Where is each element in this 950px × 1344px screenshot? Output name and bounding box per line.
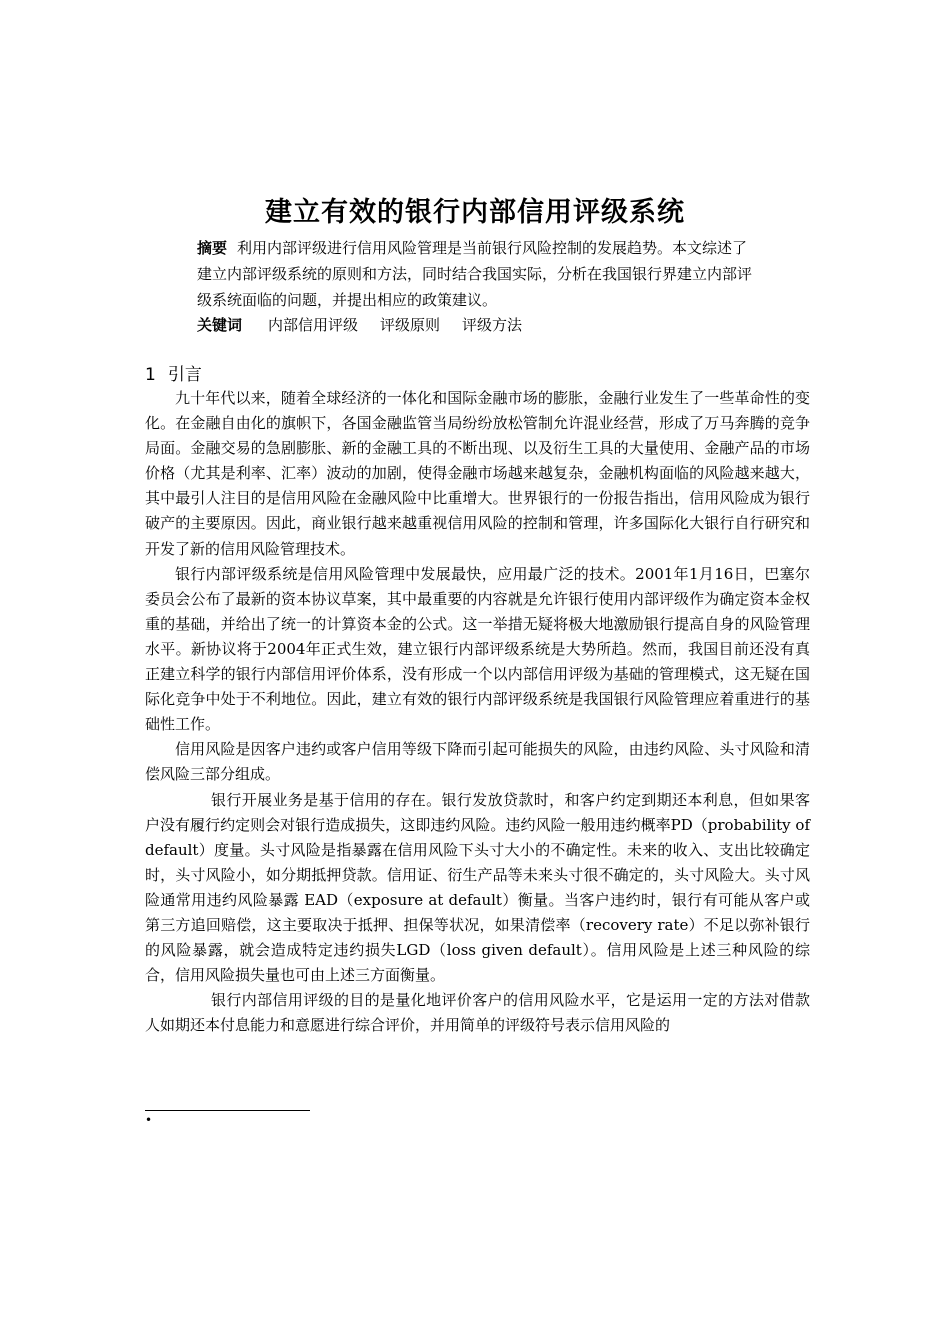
abstract bbox=[197, 235, 757, 313]
section-body bbox=[145, 386, 810, 1038]
body-paragraph: 银行内部信用评级的目的是量化地评价客户的信用风险水平，它是运用一定的方法对借款人如期还本付息能力和意愿进行综合评价，并用简单的评级符号表示信用风险的 bbox=[145, 991, 810, 1035]
section-number: 1 bbox=[145, 365, 156, 385]
body-paragraph: 银行内部评级系统是信用风险管理中发展最快，应用最广泛的技术。2001年1月16日，巴塞尔委员会公布了最新的资本协议草案，其中最重要的内容就是允许银行使用内部评级作为确定资本金权重的基础，并给出了统一的计算资本金的公式。这一举措无疑将极大地激励银行提高自身的风险管理水平。新协议将于2004年正式生效，建立银行内部评级系统是大势所趋。然而，我国目前还没有真正建立科学的银行内部信用评价体系，没有形成一个以内部信用评级为基础的管理模式，这无疑在国际化竞争中处于不利地位。因此，建立有效的银行内部评级系统是我国银行风险管理应着重进行的基础性工作。 bbox=[145, 564, 810, 734]
body-paragraph: 九十年代以来，随着全球经济的一体化和国际金融市场的膨胀，金融行业发生了一些革命性的变化。在金融自由化的旗帜下，各国金融监管当局纷纷放松管制允许混业经营，形成了万马奔腾的竞争局面。金融交易的急剧膨胀、新的金融工具的不断出现、以及衍生工具的大量使用、金融产品的市场价格（尤其是利率、汇率）波动的加剧，使得金融市场越来越复杂，金融机构面临的风险越来越大，其中最引人注目的是信用风险在金融风险中比重增大。世界银行的一份报告指出，信用风险成为银行破产的主要原因。因此，商业银行越来越重视信用风险的控制和管理，许多国际化大银行自行研究和开发了新的信用风险管理技术。 bbox=[145, 389, 810, 558]
abstract-text: 利用内部评级进行信用风险管理是当前银行风险控制的发展趋势。本文综述了建立内部评级系统的原则和方法，同时结合我国实际，分析在我国银行界建立内部评级系统面临的问题，并提出相应的政策建议。 bbox=[197, 239, 753, 309]
abstract-label: 摘要 bbox=[197, 239, 228, 257]
keywords-label: 关键词 bbox=[197, 316, 243, 334]
footnote-marker: • bbox=[145, 1113, 153, 1127]
section-title: 引言 bbox=[167, 365, 202, 385]
keyword-item: 评级方法 bbox=[462, 316, 523, 334]
section-heading bbox=[145, 363, 202, 387]
keyword-item: 内部信用评级 bbox=[268, 316, 359, 334]
keyword-item: 评级原则 bbox=[380, 316, 441, 334]
keywords bbox=[197, 313, 544, 337]
footnote-divider bbox=[145, 1110, 310, 1111]
document-title: 建立有效的银行内部信用评级系统 bbox=[265, 197, 685, 228]
body-paragraph: 信用风险是因客户违约或客户信用等级下降而引起可能损失的风险，由违约风险、头寸风险和清偿风险三部分组成。 bbox=[145, 740, 810, 784]
body-paragraph: 银行开展业务是基于信用的存在。银行发放贷款时，和客户约定到期还本利息，但如果客户没有履行约定则会对银行造成损失，这即违约风险。违约风险一般用违约概率PD（probability of default）度量。头寸风险是指暴露在信用风险下头寸大小的不确定性。未来的收入、支出比较确定时，头寸风险小，如分期抵押贷款。信用证、衍生产品等未来头寸很不确定的，头寸风险大。头寸风险通常用违约风险暴露 EAD（exposure at default）衡量。当客户违约时，银行有可能从客户或第三方追回赔偿，这主要取决于抵押、担保等状况，如果清偿率（recovery rate）不足以弥补银行的风险暴露，就会造成特定违约损失LGD（loss given default）。信用风险是上述三种风险的综合，信用风险损失量也可由上述三方面衡量。 bbox=[145, 790, 810, 985]
